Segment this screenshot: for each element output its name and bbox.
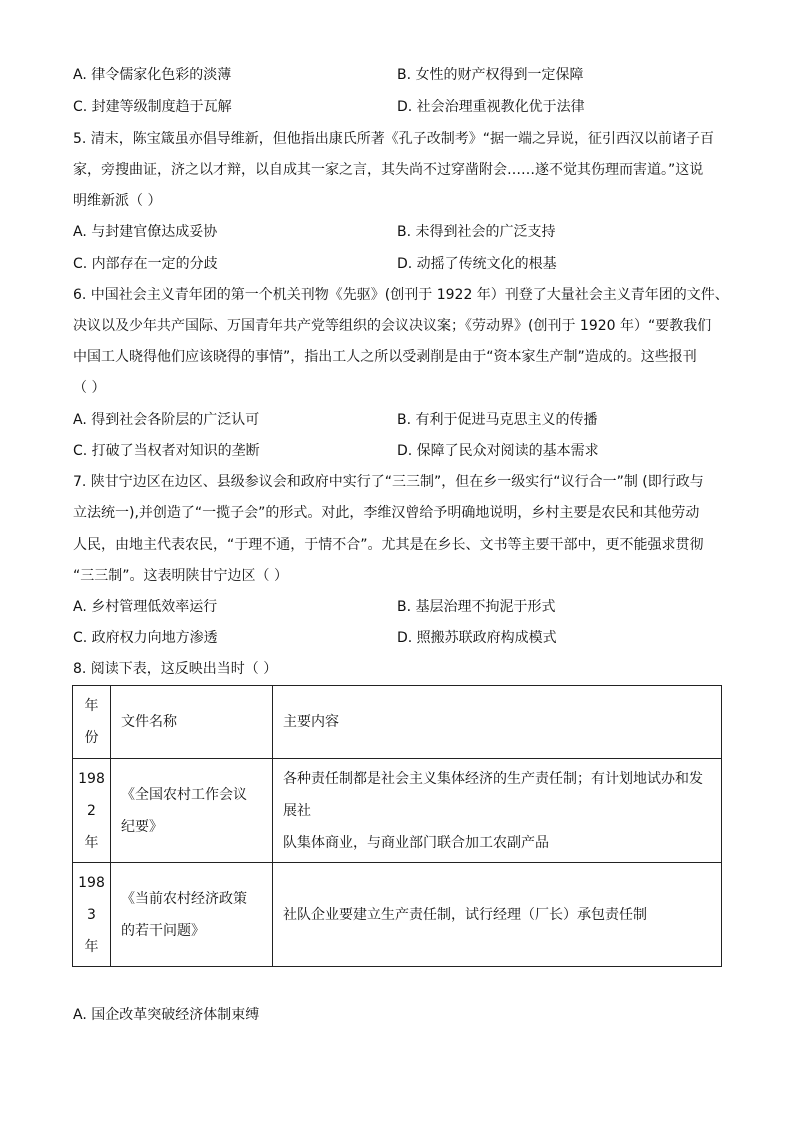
q8-stem-line-1: 8. 阅读下表，这反映出当时（ ） [73,661,278,677]
q7-stem-line-4: “三三制”。这表明陕甘宁边区（ ） [73,568,288,584]
row1-year-line-3: 年 [84,834,99,851]
q4-option-a[interactable]: A. 律令儒家化色彩的淡薄 [73,67,232,83]
row1-content-line-1: 各种责任制都是社会主义集体经济的生产责任制；有计划地试办和发展社 [283,770,703,819]
q6-options-row-2 [73,441,723,461]
row1-content-cell [273,759,722,863]
header-year-line-2: 份 [84,730,99,746]
q4-option-c[interactable]: C. 封建等级制度趋于瓦解 [73,99,232,115]
row2-year-line-1: 198 [78,874,105,891]
row1-year-line-1: 198 [78,770,105,787]
q6-options-row-1 [73,410,723,430]
q7-options-row-2 [73,628,723,648]
q6-stem-line-4: （ ） [73,380,106,396]
header-content-cell: 主要内容 [273,686,722,759]
row2-doc-cell [111,863,273,967]
row2-year-line-2: 3 [87,906,96,923]
q7-option-b[interactable]: B. 基层治理不拘泥于形式 [397,599,556,615]
q7-stem-line-1: 7. 陕甘宁边区在边区、县级参议会和政府中实行了“三三制”，但在乡一级实行“议行合一”制 (即行政与 [73,474,704,490]
q6-option-a[interactable]: A. 得到社会各阶层的广泛认可 [73,412,260,428]
q4-options-row-2 [73,97,723,117]
q7-option-c[interactable]: C. 政府权力向地方渗透 [73,630,218,646]
q6-option-c[interactable]: C. 打破了当权者对知识的垄断 [73,443,260,459]
row2-doc-line-1: 《当前农村经济政策 [121,890,247,907]
table-row [73,863,722,967]
q8-option-a[interactable]: A. 国企改革突破经济体制束缚 [73,1007,260,1023]
row1-year-line-2: 2 [87,802,96,819]
table-row [73,759,722,863]
q5-options-row-2 [73,254,723,274]
header-doc-name-cell: 文件名称 [111,686,273,759]
q5-option-b[interactable]: B. 未得到社会的广泛支持 [397,224,556,240]
row2-content-cell [273,863,722,967]
q4-option-d[interactable]: D. 社会治理重视教化优于法律 [397,99,585,115]
q8-table [72,685,722,967]
q5-option-a[interactable]: A. 与封建官僚达成妥协 [73,224,218,240]
row2-year-cell [73,863,111,967]
q6-option-d[interactable]: D. 保障了民众对阅读的基本需求 [397,443,599,459]
row2-year-line-3: 年 [84,938,99,955]
table-header-row [73,686,722,759]
q7-option-d[interactable]: D. 照搬苏联政府构成模式 [397,630,557,646]
q6-stem-line-2: 决议以及少年共产国际、万国青年共产党等组织的会议决议案；《劳动界》(创刊于 1920 年）“要教我们 [73,318,712,334]
q7-options-row-1 [73,597,723,617]
q5-option-c[interactable]: C. 内部存在一定的分歧 [73,256,218,272]
header-year-line-1: 年 [84,698,99,714]
q5-option-d[interactable]: D. 动摇了传统文化的根基 [397,256,557,272]
q4-options-row-1 [73,65,723,85]
q7-stem-line-3: 人民，由地主代表农民，“于理不通，于情不合”。尤其是在乡长、文书等主要干部中，更不能强求贯彻 [73,537,704,553]
q7-stem-line-2: 立法统一),并创造了“一揽子会”的形式。对此，李维汉曾给予明确地说明，乡村主要是农民和其他劳动 [73,505,700,521]
q5-stem-line-1: 5. 清末，陈宝箴虽亦倡导维新，但他指出康氏所著《孔子改制考》“据一端之异说，征引西汉以前诸子百 [73,131,715,147]
row2-content-line-1: 社队企业要建立生产责任制，试行经理（厂长）承包责任制 [283,906,647,923]
row1-content-line-2: 队集体商业，与商业部门联合加工农副产品 [283,834,549,851]
q6-option-b[interactable]: B. 有利于促进马克思主义的传播 [397,412,598,428]
q6-stem-line-3: 中国工人晓得他们应该晓得的事情”，指出工人之所以受剥削是由于“资本家生产制”造成的。这些报刊 [73,349,697,365]
row1-year-cell [73,759,111,863]
header-year-cell [73,686,111,759]
row1-doc-line-2: 纪要》 [121,818,163,835]
q5-options-row-1 [73,222,723,242]
q7-option-a[interactable]: A. 乡村管理低效率运行 [73,599,218,615]
row1-doc-line-1: 《全国农村工作会议 [121,786,247,803]
q6-stem-line-1: 6. 中国社会主义青年团的第一个机关刊物《先驱》(创刊于 1922 年）刊登了大量社会主义青年团的文件、 [73,287,729,303]
q5-stem-line-2: 家，旁搜曲证，济之以才辩，以自成其一家之言，其失尚不过穿凿附会……遂不觉其伤理而害道。”这说 [73,162,704,178]
row1-doc-cell [111,759,273,863]
q8-options-row-1 [73,1005,723,1025]
q4-option-b[interactable]: B. 女性的财产权得到一定保障 [397,67,584,83]
row2-doc-line-2: 的若干问题》 [121,922,205,939]
q5-stem-line-3: 明维新派（ ） [73,193,162,209]
